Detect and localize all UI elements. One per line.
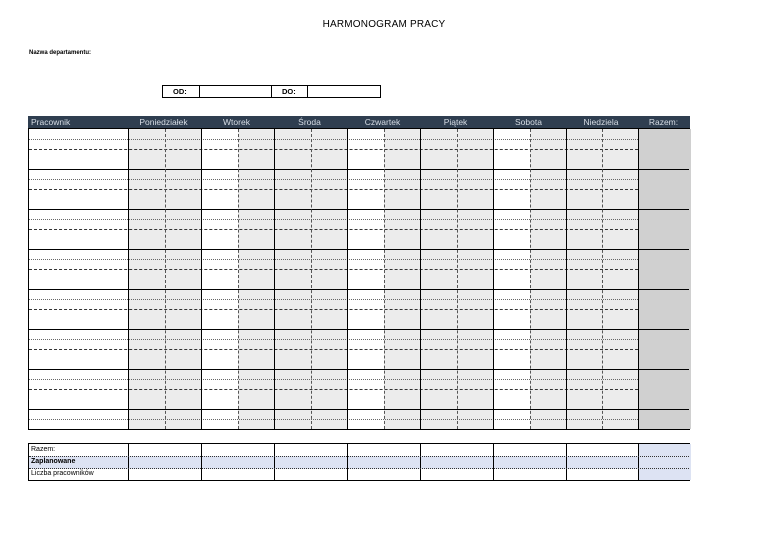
summary-column-border bbox=[274, 444, 275, 480]
shift-cell[interactable] bbox=[201, 289, 274, 329]
employee-cell[interactable] bbox=[29, 129, 128, 169]
shift-cell[interactable] bbox=[420, 129, 493, 169]
schedule-table bbox=[28, 116, 690, 430]
column-header-employee: Pracownik bbox=[31, 117, 71, 127]
employee-cell[interactable] bbox=[29, 369, 128, 409]
shift-cell[interactable] bbox=[201, 249, 274, 289]
shift-cell[interactable] bbox=[201, 329, 274, 369]
summary-label-employees: Liczba pracowników bbox=[31, 470, 94, 477]
shift-cell[interactable] bbox=[493, 329, 566, 369]
shift-cell[interactable] bbox=[128, 129, 201, 169]
shift-cell[interactable] bbox=[566, 169, 638, 209]
shift-cell[interactable] bbox=[493, 249, 566, 289]
shift-cell[interactable] bbox=[347, 129, 420, 169]
shift-cell[interactable] bbox=[566, 209, 638, 249]
shift-cell[interactable] bbox=[420, 169, 493, 209]
shift-cell[interactable] bbox=[566, 329, 638, 369]
shift-cell[interactable] bbox=[274, 289, 347, 329]
column-header-sunday: Niedziela bbox=[583, 117, 619, 127]
shift-cell[interactable] bbox=[274, 129, 347, 169]
column-header-thursday: Czwartek bbox=[364, 117, 401, 127]
summary-column-border bbox=[638, 444, 639, 480]
shift-cell[interactable] bbox=[274, 209, 347, 249]
table-header bbox=[28, 116, 690, 128]
summary-column-border bbox=[493, 444, 494, 480]
shift-cell[interactable] bbox=[274, 369, 347, 409]
shift-cell[interactable] bbox=[274, 169, 347, 209]
summary-column-border bbox=[566, 444, 567, 480]
summary-table bbox=[28, 443, 690, 481]
column-header-saturday: Sobota bbox=[515, 117, 542, 127]
shift-cell[interactable] bbox=[420, 249, 493, 289]
summary-column-border bbox=[128, 444, 129, 480]
shift-cell[interactable] bbox=[566, 289, 638, 329]
date-to-value[interactable] bbox=[308, 86, 380, 97]
summary-column-border bbox=[201, 444, 202, 480]
shift-cell[interactable] bbox=[347, 289, 420, 329]
shift-cell[interactable] bbox=[274, 249, 347, 289]
column-header-monday: Poniedziałek bbox=[139, 117, 188, 127]
shift-cell[interactable] bbox=[201, 209, 274, 249]
summary-column-border bbox=[347, 444, 348, 480]
shift-cell[interactable] bbox=[493, 289, 566, 329]
shift-cell[interactable] bbox=[128, 289, 201, 329]
column-header-wednesday: Środa bbox=[298, 117, 321, 127]
date-from-value[interactable] bbox=[200, 86, 271, 97]
column-header-total: Razem: bbox=[648, 117, 679, 127]
shift-cell[interactable] bbox=[128, 169, 201, 209]
shift-cell[interactable] bbox=[201, 169, 274, 209]
shift-cell[interactable] bbox=[493, 209, 566, 249]
shift-cell[interactable] bbox=[347, 209, 420, 249]
shift-cell[interactable] bbox=[566, 369, 638, 409]
document-title: HARMONOGRAM PRACY bbox=[322, 19, 446, 30]
shift-cell[interactable] bbox=[566, 129, 638, 169]
employee-cell[interactable] bbox=[29, 209, 128, 249]
employee-cell[interactable] bbox=[29, 169, 128, 209]
shift-cell[interactable] bbox=[566, 249, 638, 289]
column-header-friday: Piątek bbox=[443, 117, 468, 127]
shift-cell[interactable] bbox=[347, 249, 420, 289]
summary-label-total: Razem: bbox=[31, 446, 56, 453]
employee-cell[interactable] bbox=[29, 329, 128, 369]
shift-cell[interactable] bbox=[420, 329, 493, 369]
shift-cell[interactable] bbox=[420, 209, 493, 249]
shift-cell[interactable] bbox=[420, 289, 493, 329]
summary-row-divider bbox=[29, 468, 689, 469]
shift-cell[interactable] bbox=[347, 369, 420, 409]
shift-cell[interactable] bbox=[128, 249, 201, 289]
total-column-shade bbox=[638, 129, 691, 429]
summary-label-planned: Zaplanowane bbox=[31, 458, 76, 465]
date-to-field[interactable] bbox=[272, 85, 381, 98]
shift-cell[interactable] bbox=[347, 329, 420, 369]
summary-total-column bbox=[638, 444, 691, 480]
shift-cell[interactable] bbox=[128, 369, 201, 409]
shift-cell[interactable] bbox=[128, 329, 201, 369]
total-column-border bbox=[638, 129, 639, 429]
shift-cell[interactable] bbox=[493, 129, 566, 169]
shift-cell[interactable] bbox=[493, 369, 566, 409]
shift-cell[interactable] bbox=[493, 169, 566, 209]
date-from-field[interactable] bbox=[162, 85, 272, 98]
summary-row-divider bbox=[29, 456, 689, 457]
shift-cell[interactable] bbox=[201, 129, 274, 169]
shift-cell[interactable] bbox=[128, 209, 201, 249]
shift-cell[interactable] bbox=[347, 169, 420, 209]
shift-cell[interactable] bbox=[201, 369, 274, 409]
summary-column-border bbox=[420, 444, 421, 480]
department-label: Nazwa departamentu: bbox=[29, 50, 92, 56]
shift-cell[interactable] bbox=[274, 329, 347, 369]
column-header-tuesday: Wtorek bbox=[223, 117, 250, 127]
shift-cell[interactable] bbox=[420, 369, 493, 409]
employee-cell[interactable] bbox=[29, 289, 128, 329]
date-from-label: OD: bbox=[163, 86, 200, 97]
date-to-label: DO: bbox=[272, 86, 308, 97]
employee-cell[interactable] bbox=[29, 249, 128, 289]
table-body bbox=[28, 128, 690, 430]
